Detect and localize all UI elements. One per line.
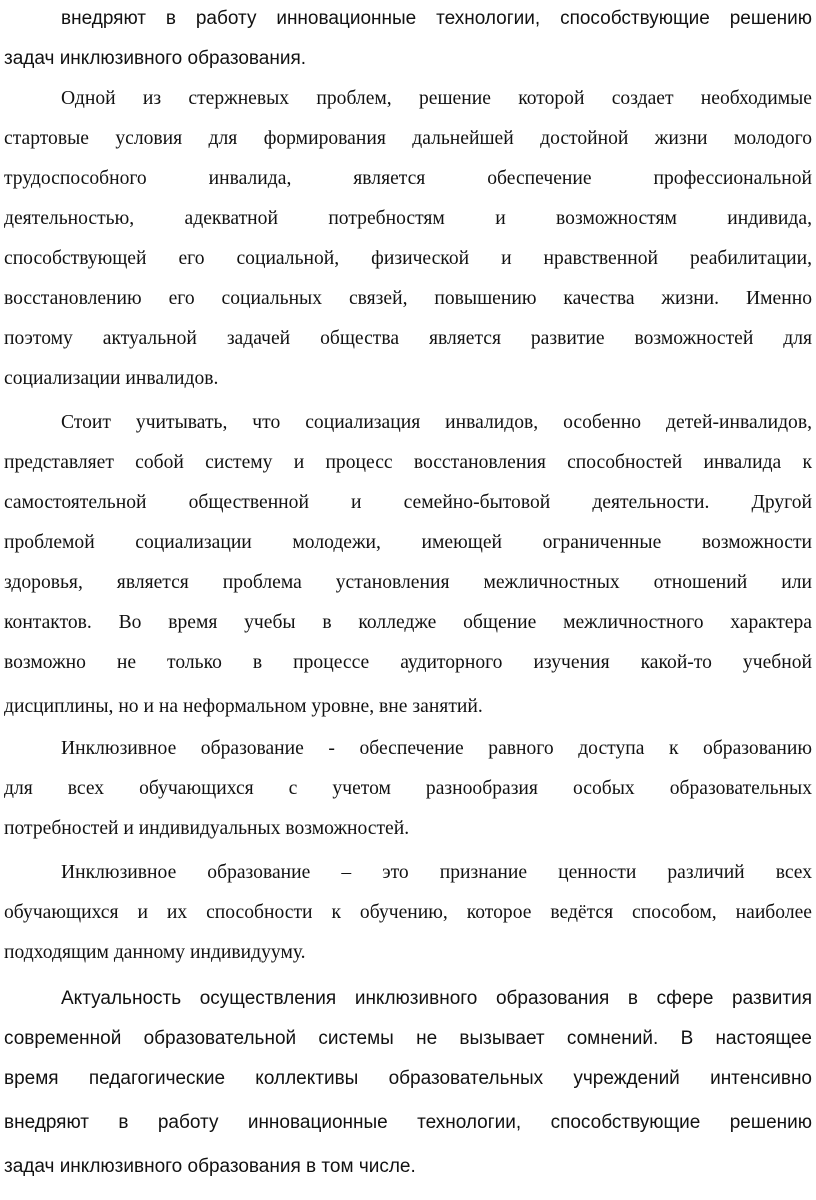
text-line: возможно не только в процессе аудиторного изучения какой-то учебной <box>4 652 812 673</box>
text-line: современной образовательной системы не вызывает сомнений. В настоящее <box>4 1028 812 1049</box>
text-line: деятельностью, адекватной потребностям и возможностям индивида, <box>4 208 812 229</box>
text-line: внедряют в работу инновационные технологии, способствующие решению <box>4 1112 812 1133</box>
text-line: подходящим данному индивидууму. <box>4 942 306 963</box>
text-line: здоровья, является проблема установления межличностных отношений или <box>4 572 812 593</box>
text-line: Инклюзивное образование – это признание ценности различий всех <box>61 862 812 883</box>
text-line: способствующей его социальной, физической и нравственной реабилитации, <box>4 248 812 269</box>
text-line: восстановлению его социальных связей, повышению качества жизни. Именно <box>4 288 812 309</box>
text-line: контактов. Во время учебы в колледже общение межличностного характера <box>4 612 812 633</box>
text-line: стартовые условия для формирования дальнейшей достойной жизни молодого <box>4 128 812 149</box>
text-line: Актуальность осуществления инклюзивного образования в сфере развития <box>61 988 812 1009</box>
text-line: социализации инвалидов. <box>4 368 219 389</box>
text-line: для всех обучающихся с учетом разнообразия особых образовательных <box>4 778 812 799</box>
text-line: проблемой социализации молодежи, имеющей ограниченные возможности <box>4 532 812 553</box>
text-line: Инклюзивное образование - обеспечение равного доступа к образованию <box>61 738 812 759</box>
text-line: время педагогические коллективы образовательных учреждений интенсивно <box>4 1068 812 1089</box>
text-line: задач инклюзивного образования в том числе. <box>4 1156 416 1177</box>
text-line: трудоспособного инвалида, является обеспечение профессиональной <box>4 168 812 189</box>
text-line: обучающихся и их способности к обучению, которое ведётся способом, наиболее <box>4 902 812 923</box>
text-line: дисциплины, но и на неформальном уровне, вне занятий. <box>4 696 483 717</box>
text-line: потребностей и индивидуальных возможностей. <box>4 818 410 839</box>
text-line: представляет собой систему и процесс восстановления способностей инвалида к <box>4 452 812 473</box>
text-line: Одной из стержневых проблем, решение которой создает необходимые <box>61 88 812 109</box>
text-line: задач инклюзивного образования. <box>4 48 307 69</box>
text-line: внедряют в работу инновационные технологии, способствующие решению <box>61 8 812 29</box>
text-line: самостоятельной общественной и семейно-бытовой деятельности. Другой <box>4 492 812 513</box>
text-line: поэтому актуальной задачей общества является развитие возможностей для <box>4 328 812 349</box>
text-line: Стоит учитывать, что социализация инвалидов, особенно детей-инвалидов, <box>61 412 812 433</box>
